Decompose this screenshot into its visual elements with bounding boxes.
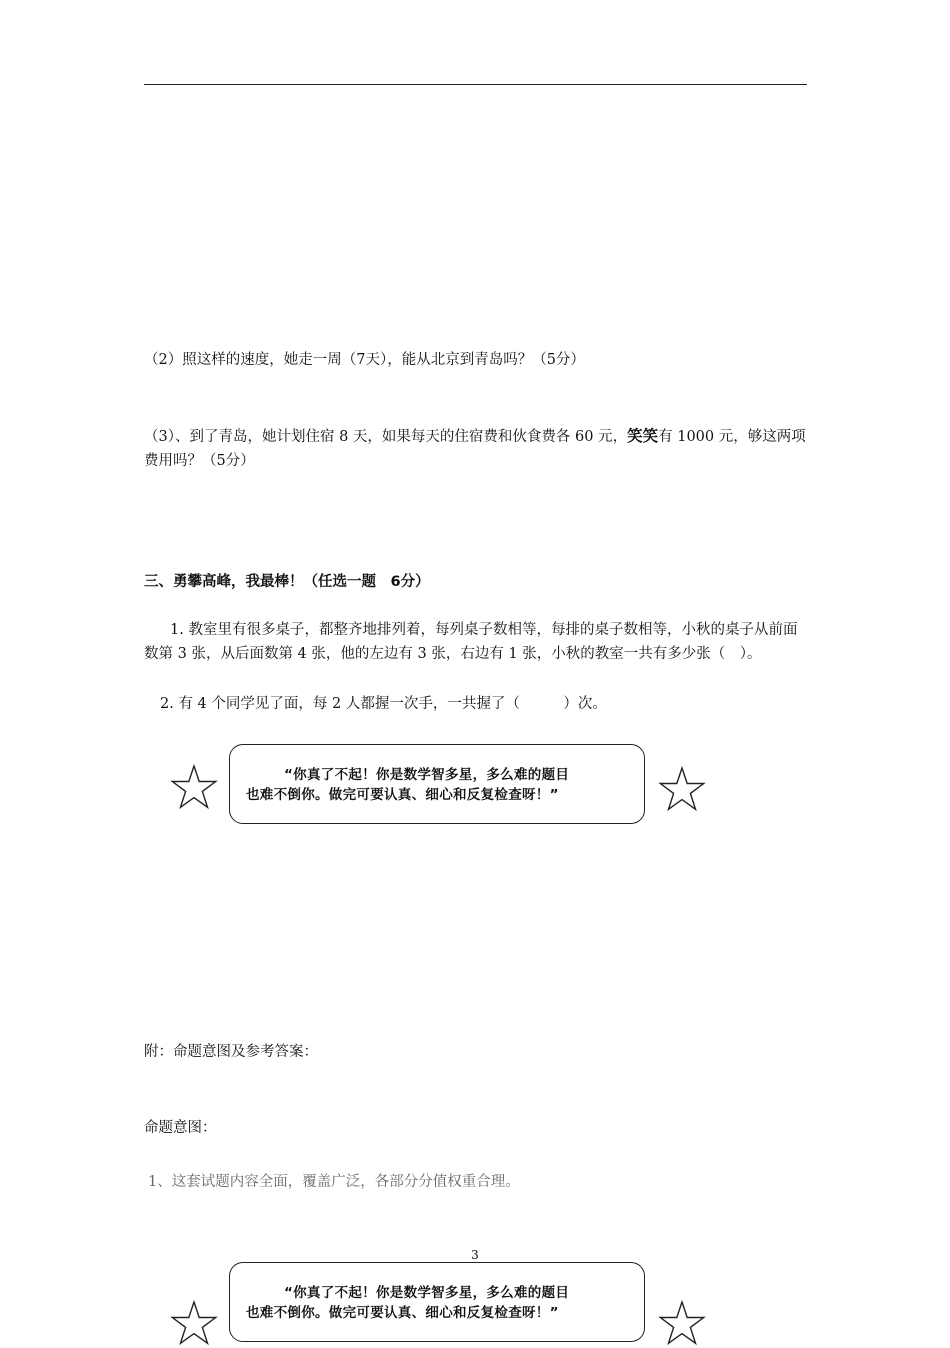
intent-item-1: 1、这套试题内容全面，覆盖广泛，各部分分值权重合理。	[148, 1174, 520, 1190]
star-outline-icon	[658, 1300, 706, 1348]
page-number: 3	[471, 1248, 479, 1262]
encouragement-box	[229, 744, 645, 824]
encouragement-line-1: “你真了不起！你是数学智多星，多么难的题目	[284, 1285, 570, 1301]
encouragement-line-1: “你真了不起！你是数学智多星，多么难的题目	[284, 767, 570, 783]
star-outline-icon	[170, 764, 218, 812]
encouragement-line-2: 也难不倒你。做完可要认真、细心和反复检查呀！”	[246, 787, 559, 803]
intent-label: 命题意图：	[144, 1120, 217, 1136]
question-3	[144, 424, 807, 473]
question-3-name: 笑笑	[627, 427, 659, 445]
appendix-title: 附：命题意图及参考答案：	[144, 1044, 318, 1060]
section-3-title: 三、勇攀高峰，我最棒！（任选一题 6分）	[144, 574, 430, 590]
encouragement-box	[229, 1262, 645, 1342]
encouragement-line-2: 也难不倒你。做完可要认真、细心和反复检查呀！”	[246, 1305, 559, 1321]
question-3-text-b: 有 1000 元，够这两项费用吗？（5分）	[144, 429, 806, 469]
section-3-item-2: 2. 有 4 个同学见了面，每 2 人都握一次手，一共握了（ ）次。	[160, 696, 607, 712]
star-outline-icon	[658, 766, 706, 814]
question-3-text-a: （3）、到了青岛，她计划住宿 8 天，如果每天的住宿费和伙食费各 60 元，	[144, 429, 628, 445]
section-3-item-1: 1. 教室里有很多桌子，都整齐地排列着，每列桌子数相等，每排的桌子数相等，小秋的桌子从前面数第 3 张，从后面数第 4 张，他的左边有 3 张，右边有 1 张，小秋的教室一共有多少张（ ）。	[144, 622, 798, 662]
question-2: （2）照这样的速度，她走一周（7天），能从北京到青岛吗？（5分）	[144, 352, 585, 368]
header-rule	[144, 84, 807, 85]
star-outline-icon	[170, 1300, 218, 1348]
